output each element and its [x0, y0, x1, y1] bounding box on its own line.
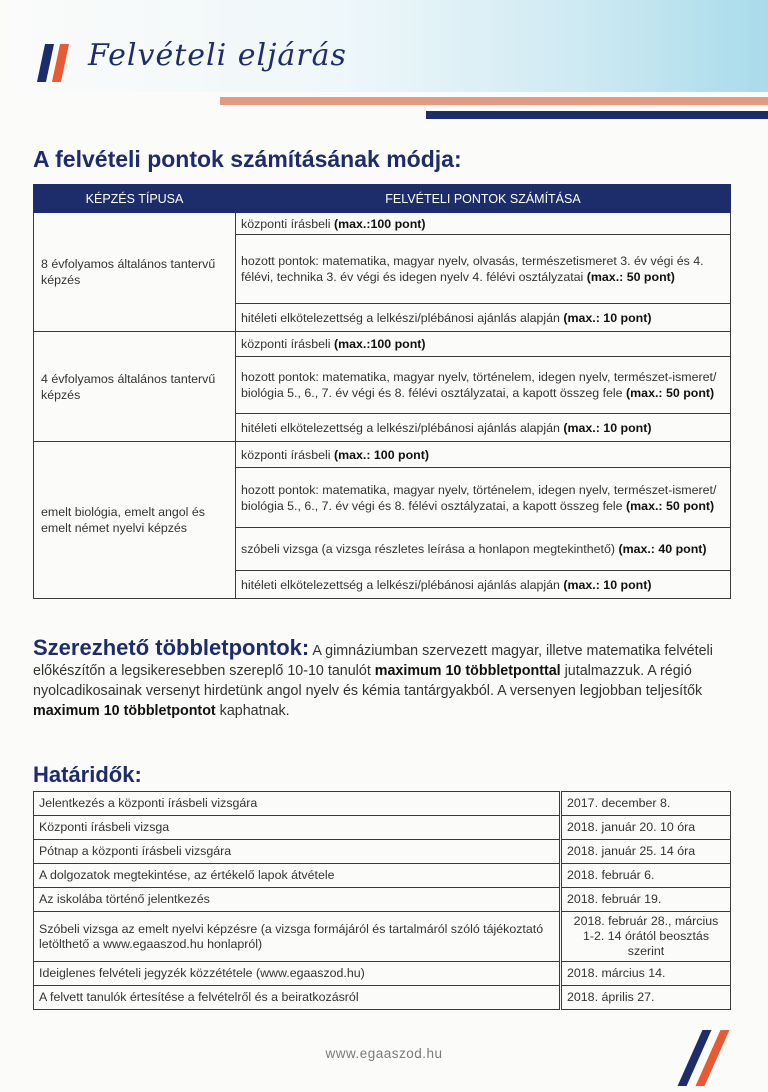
table-row — [34, 912, 731, 962]
points-table — [33, 184, 731, 599]
deadline-event: Jelentkezés a központi írásbeli vizsgára — [34, 792, 561, 816]
deadline-date: 2017. december 8. — [561, 792, 731, 816]
deadline-date: 2018. február 6. — [561, 864, 731, 888]
points-cell: hitéleti elkötelezettség a lelkészi/plébánosi ajánlás alapján (max.: 10 pont) — [236, 414, 731, 442]
points-section-title: A felvételi pontok számításának módja: — [33, 146, 462, 172]
bonus-points-paragraph: Szerezhető többletpontok: A gimnáziumban szervezett magyar, illetve matematika felvételi előkészítőn a legsikeresebben szereplő 10-10 tanulót maximum 10 többletponttal jutalmazzuk. A régió nyolcadikosainak versenyt hirdetünk angol nyelv és kémia tantárgyakból. A versenyen legjobban teljesítők maximum 10 többletpontot kaphatnak. — [33, 635, 713, 719]
header-points-calculation: FELVÉTELI PONTOK SZÁMÍTÁSA — [236, 185, 731, 213]
points-cell: hozott pontok: matematika, magyar nyelv, történelem, idegen nyelv, természet-ismeret/ biológia 5., 6., 7. év végi és 8. félévi osztályzatai, a kapott összeg fele (max.: 50 pont) — [236, 468, 731, 528]
deadline-date: 2018. január 25. 14 óra — [561, 840, 731, 864]
points-cell: központi írásbeli (max.: 100 pont) — [236, 442, 731, 468]
table-row — [34, 962, 731, 986]
deadline-event: A felvett tanulók értesítése a felvételről és a beiratkozásról — [34, 986, 561, 1010]
deadline-event: A dolgozatok megtekintése, az értékelő lapok átvétele — [34, 864, 561, 888]
points-table-header — [34, 185, 731, 213]
deadline-event: Szóbeli vizsga az emelt nyelvi képzésre (a vizsga formájáról és tartalmáról szóló tájékoztató letölthető a www.egaaszod.hu honlapról) — [34, 912, 561, 962]
table-row — [34, 332, 731, 357]
training-type-cell: emelt biológia, emelt angol és emelt német nyelvi képzés — [34, 442, 236, 599]
table-row — [34, 816, 731, 840]
table-row — [34, 213, 731, 235]
table-row — [34, 888, 731, 912]
deadline-date: 2018. április 27. — [561, 986, 731, 1010]
points-cell: központi írásbeli (max.:100 pont) — [236, 332, 731, 357]
table-row — [34, 840, 731, 864]
points-cell: hozott pontok: matematika, magyar nyelv, olvasás, természetismeret 3. év végi és 4. félévi, technika 3. év végi és idegen nyelv 4. félévi osztályzatai (max.: 50 pont) — [236, 235, 731, 304]
header-rule-orange — [220, 97, 768, 105]
table-row — [34, 986, 731, 1010]
deadline-event: Központi írásbeli vizsga — [34, 816, 561, 840]
points-cell: központi írásbeli (max.:100 pont) — [236, 213, 731, 235]
deadlines-table — [33, 791, 731, 1010]
training-type-cell: 4 évfolyamos általános tantervű képzés — [34, 332, 236, 442]
page-header-title: Felvételi eljárás — [88, 38, 347, 73]
table-row — [34, 792, 731, 816]
deadline-date: 2018. február 19. — [561, 888, 731, 912]
points-cell: hitéleti elkötelezettség a lelkészi/plébánosi ajánlás alapján (max.: 10 pont) — [236, 571, 731, 599]
deadline-date: 2018. március 14. — [561, 962, 731, 986]
points-cell: szóbeli vizsga (a vizsga részletes leírása a honlapon megtekinthető) (max.: 40 pont) — [236, 528, 731, 571]
deadline-date: 2018. február 28., március 1-2. 14 órától beosztás szerint — [561, 912, 731, 962]
deadlines-title: Határidők: — [33, 762, 142, 787]
deadline-event: Pótnap a központi írásbeli vizsgára — [34, 840, 561, 864]
points-cell: hozott pontok: matematika, magyar nyelv, történelem, idegen nyelv, természet-ismeret/ biológia 5., 6., 7. év végi és 8. félévi osztályzatai, a kapott összeg fele (max.: 50 pont) — [236, 357, 731, 414]
table-row — [34, 442, 731, 468]
deadline-event: Ideiglenes felvételi jegyzék közzététele (www.egaaszod.hu) — [34, 962, 561, 986]
training-type-cell: 8 évfolyamos általános tantervű képzés — [34, 213, 236, 332]
deadline-event: Az iskolába történő jelentkezés — [34, 888, 561, 912]
table-row — [34, 864, 731, 888]
header-training-type: KÉPZÉS TÍPUSA — [34, 185, 236, 213]
header-rule-navy — [426, 111, 768, 119]
footer-url: www.egaaszod.hu — [325, 1046, 443, 1061]
deadline-date: 2018. január 20. 10 óra — [561, 816, 731, 840]
bonus-points-title: Szerezhető többletpontok: — [33, 635, 310, 660]
points-cell: hitéleti elkötelezettség a lelkészi/plébánosi ajánlás alapján (max.: 10 pont) — [236, 304, 731, 332]
